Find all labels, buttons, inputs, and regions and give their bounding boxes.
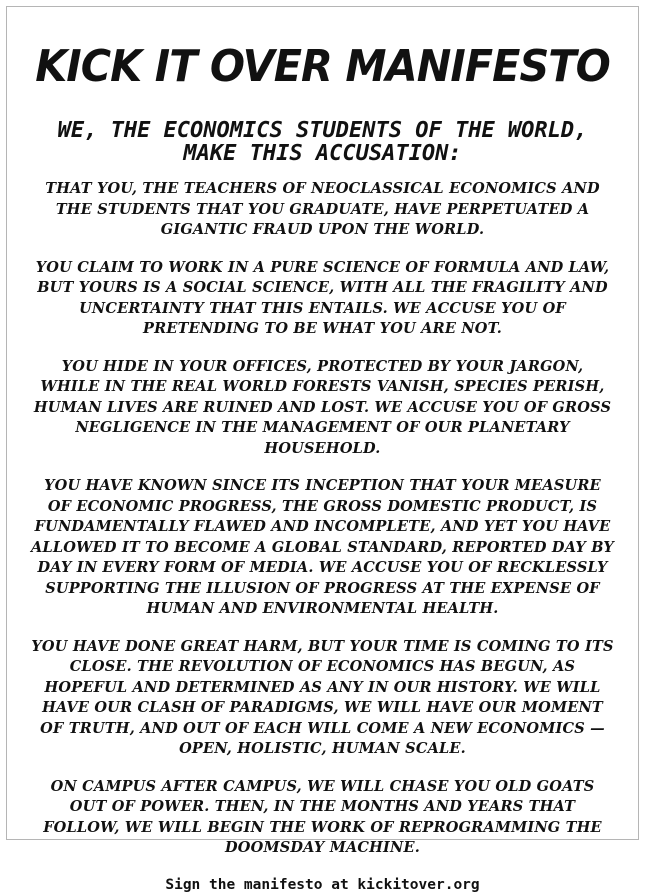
paragraph-pure-science: YOU CLAIM TO WORK IN A PURE SCIENCE OF FORMULA AND LAW, BUT YOURS IS A SOCIAL SCIENCE, WITH ALL THE FRAGILITY AND UNCERTAINTY THAT THIS ENTAILS. WE ACCUSE YOU OF PRETENDING TO BE WHAT YOU ARE NOT.: [35, 258, 610, 337]
paragraph-offices: YOU HIDE IN YOUR OFFICES, PROTECTED BY YOUR JARGON, WHILE IN THE REAL WORLD FORESTS VANISH, SPECIES PERISH, HUMAN LIVES ARE RUINED AND LOST. WE ACCUSE YOU OF GROSS NEGLIGENCE IN THE MANAGEMENT OF OUR PLANETARY HOUSEHOLD.: [33, 357, 612, 457]
paragraph-campus: ON CAMPUS AFTER CAMPUS, WE WILL CHASE YOU OLD GOATS OUT OF POWER. THEN, IN THE MONTHS AND YEARS THAT FOLLOW, WE WILL BEGIN THE WORK OF REPROGRAMMING THE DOOMSDAY MACHINE.: [43, 777, 602, 856]
paragraph-revolution: YOU HAVE DONE GREAT HARM, BUT YOUR TIME IS COMING TO ITS CLOSE. THE REVOLUTION OF ECONOMICS HAS BEGUN, AS HOPEFUL AND DETERMINED AS ANY IN OUR HISTORY. WE WILL HAVE OUR CLASH OF PARADIGMS, WE WILL HAVE OUR MOMENT OF TRUTH, AND OUT OF EACH WILL COME A NEW ECONOMICS — OPEN, HOLISTIC, HUMAN SCALE.: [31, 637, 614, 757]
paragraph-gdp: YOU HAVE KNOWN SINCE ITS INCEPTION THAT YOUR MEASURE OF ECONOMIC PROGRESS, THE GROSS DOMESTIC PRODUCT, IS FUNDAMENTALLY FLAWED AND INCOMPLETE, AND YET YOU HAVE ALLOWED IT TO BECOME A GLOBAL STANDARD, REPORTED DAY BY DAY IN EVERY FORM OF MEDIA. WE ACCUSE YOU OF RECKLESSLY SUPPORTING THE ILLUSION OF PROGRESS AT THE EXPENSE OF HUMAN AND ENVIRONMENTAL HEALTH.: [31, 477, 614, 617]
manifesto-page: [6, 6, 639, 893]
paragraph-fraud: THAT YOU, THE TEACHERS OF NEOCLASSICAL ECONOMICS AND THE STUDENTS THAT YOU GRADUATE, HAVE PERPETUATED A GIGANTIC FRAUD UPON THE WORLD.: [45, 180, 600, 238]
page-title: KICK IT OVER MANIFESTO: [35, 41, 610, 92]
subheading: WE, THE ECONOMICS STUDENTS OF THE WORLD, MAKE THIS ACCUSATION:: [57, 118, 588, 166]
footer-sign-manifesto: Sign the manifesto at kickitover.org: [165, 876, 480, 893]
manifesto-body: [31, 179, 614, 859]
